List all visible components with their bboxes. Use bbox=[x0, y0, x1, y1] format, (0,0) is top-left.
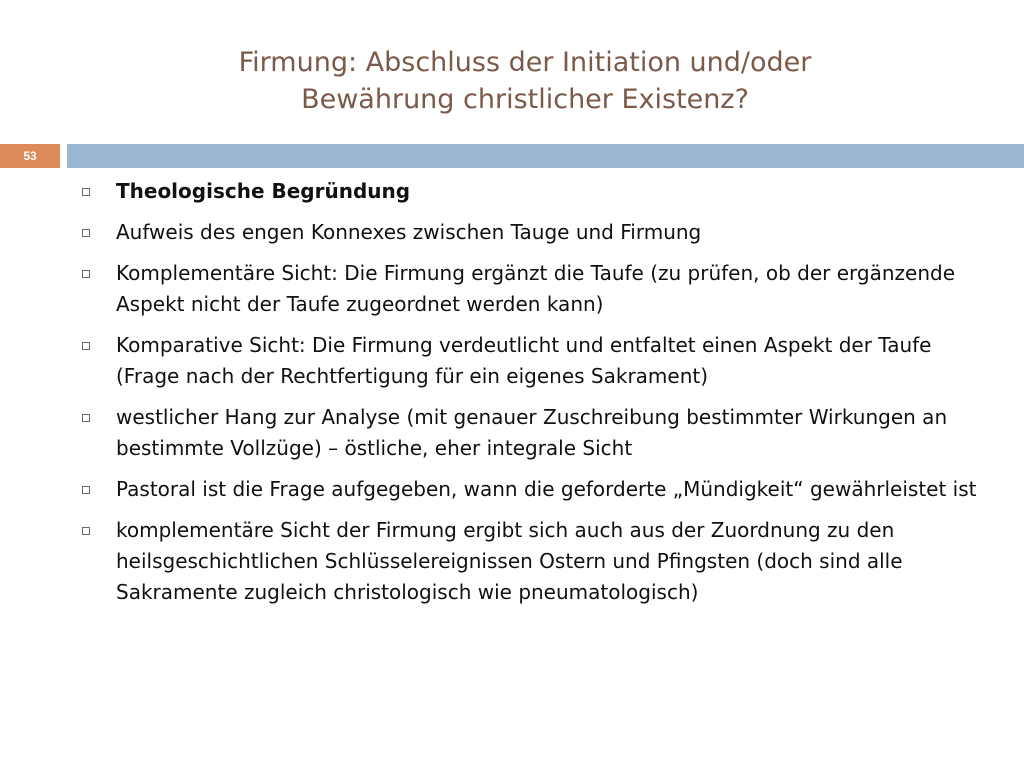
slide-title bbox=[0, 44, 1024, 118]
square-bullet-icon bbox=[82, 486, 90, 494]
list-item bbox=[80, 217, 1000, 248]
list-item-text: Komparative Sicht: Die Firmung verdeutlicht und entfaltet einen Aspekt der Taufe (Frage nach der Rechtfertigung für ein eigenes Sakrament) bbox=[116, 333, 932, 388]
square-bullet-icon bbox=[82, 270, 90, 278]
slide-number-badge: 53 bbox=[0, 144, 60, 168]
slide-title-line-2: Bewährung christlicher Existenz? bbox=[301, 84, 749, 115]
list-item-text: Aufweis des engen Konnexes zwischen Tauge und Firmung bbox=[116, 220, 702, 244]
list-item bbox=[80, 474, 1000, 505]
list-item-text: Komplementäre Sicht: Die Firmung ergänzt die Taufe (zu prüfen, ob der ergänzende Aspekt nicht der Taufe zugeordnet werden kann) bbox=[116, 261, 956, 316]
list-item-text: komplementäre Sicht der Firmung ergibt sich auch aus der Zuordnung zu den heilsgeschichtlichen Schlüsselereignissen Ostern und Pfingsten (doch sind alle Sakramente zugleich christologisch wie pneumatologisch) bbox=[116, 518, 903, 604]
list-item-text: westlicher Hang zur Analyse (mit genauer Zuschreibung bestimmter Wirkungen an bestimmte Vollzüge) – östliche, eher integrale Sicht bbox=[116, 405, 948, 460]
list-item bbox=[80, 258, 1000, 320]
list-item bbox=[80, 330, 1000, 392]
list-item-text: Theologische Begründung bbox=[116, 179, 411, 203]
slide-title-line-1: Firmung: Abschluss der Initiation und/oder bbox=[238, 47, 812, 78]
list-item bbox=[80, 402, 1000, 464]
bullet-list bbox=[80, 176, 1000, 618]
square-bullet-icon bbox=[82, 229, 90, 237]
square-bullet-icon bbox=[82, 342, 90, 350]
square-bullet-icon bbox=[82, 414, 90, 422]
square-bullet-icon bbox=[82, 527, 90, 535]
list-item-text: Pastoral ist die Frage aufgegeben, wann die geforderte „Mündigkeit“ gewährleistet ist bbox=[116, 477, 977, 501]
list-item bbox=[80, 176, 1000, 207]
accent-bar bbox=[67, 144, 1024, 168]
square-bullet-icon bbox=[82, 188, 90, 196]
list-item bbox=[80, 515, 1000, 608]
